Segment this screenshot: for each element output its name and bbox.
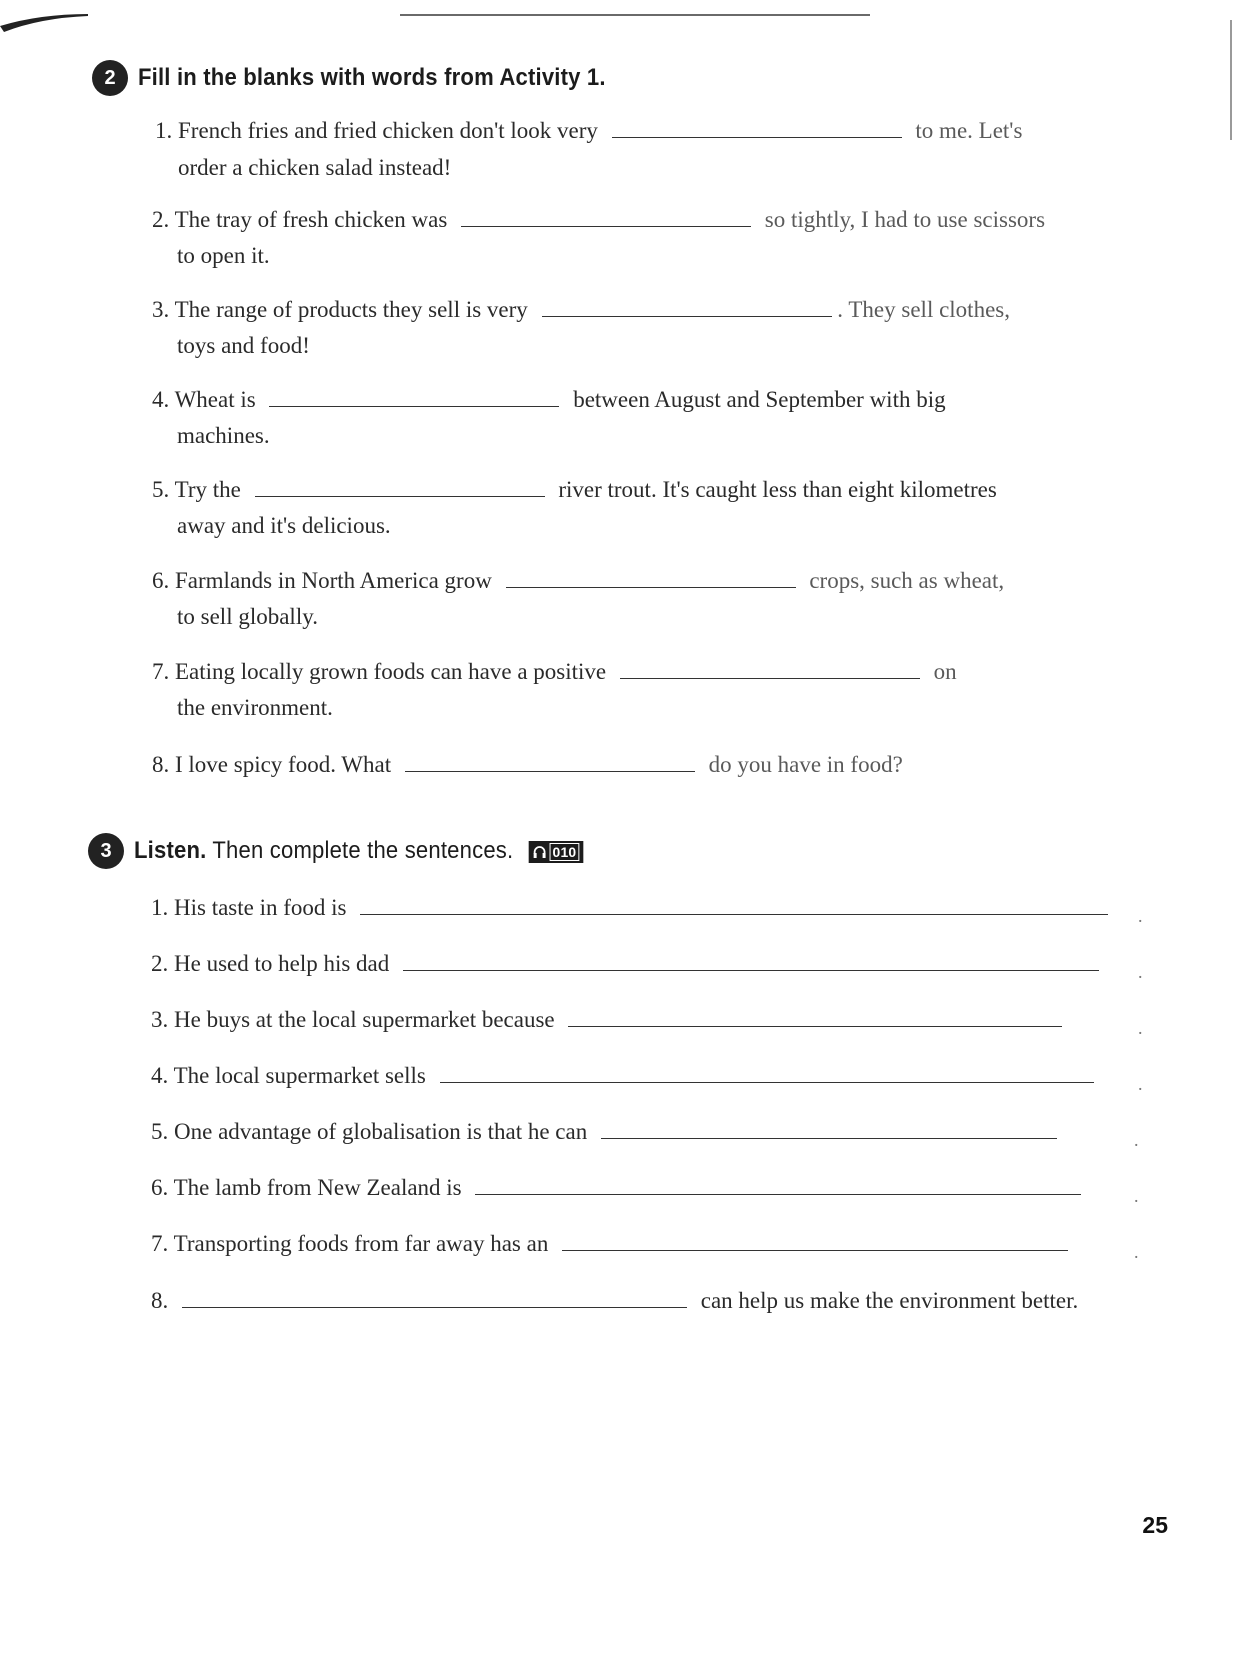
item-text-after: so tightly, I had to use scissors xyxy=(764,207,1046,232)
item-text: Try the xyxy=(174,477,241,502)
item-continuation: the environment. xyxy=(177,695,333,720)
item-text: The lamb from New Zealand is xyxy=(173,1175,462,1200)
item-text-after: river trout. It's caught less than eight kilometres xyxy=(558,477,997,502)
item-text: French fries and fried chicken don't look very xyxy=(178,118,598,143)
item-continuation: toys and food! xyxy=(177,333,310,358)
exercise-item xyxy=(155,113,1022,149)
item-text: One advantage of globalisation is that he can xyxy=(174,1119,588,1144)
answer-blank[interactable] xyxy=(506,565,796,588)
exercise-item xyxy=(151,1002,1070,1038)
item-text: Wheat is xyxy=(174,387,256,412)
section-number-badge: 3 xyxy=(88,833,124,869)
section-title xyxy=(134,837,579,865)
page-number: 25 xyxy=(1142,1512,1168,1538)
item-number: 4. xyxy=(151,1063,169,1088)
item-number: 8. xyxy=(152,752,170,777)
item-text: He used to help his dad xyxy=(174,951,390,976)
item-text: The range of products they sell is very xyxy=(174,297,528,322)
sentence-period: . xyxy=(1134,1130,1139,1150)
item-text: The tray of fresh chicken was xyxy=(174,207,448,232)
sentence-period: . xyxy=(1138,962,1143,982)
item-text: Transporting foods from far away has an xyxy=(173,1231,549,1256)
exercise-item xyxy=(152,747,903,783)
item-continuation: machines. xyxy=(177,423,270,448)
item-continuation: to sell globally. xyxy=(177,604,318,629)
answer-blank[interactable] xyxy=(440,1060,1094,1083)
answer-blank[interactable] xyxy=(461,204,751,227)
exercise-item xyxy=(151,1058,1102,1094)
answer-blank[interactable] xyxy=(182,1285,687,1308)
answer-blank[interactable] xyxy=(562,1228,1068,1251)
sentence-period: . xyxy=(1138,1018,1143,1038)
exercise-item xyxy=(152,563,1004,599)
item-text-after: do you have in food? xyxy=(708,752,903,777)
item-number: 7. xyxy=(151,1231,169,1256)
item-text: Farmlands in North America grow xyxy=(175,568,492,593)
answer-blank[interactable] xyxy=(475,1172,1081,1195)
scan-top-line xyxy=(400,14,870,16)
answer-blank[interactable] xyxy=(542,294,832,317)
section-number-badge: 2 xyxy=(92,60,128,96)
exercise-item xyxy=(151,1283,1078,1319)
exercise-item xyxy=(152,654,957,690)
audio-track-code: 010 xyxy=(550,843,580,861)
section-title-bold: Listen. xyxy=(134,837,207,864)
item-number: 4. xyxy=(152,387,170,412)
section-title: Fill in the blanks with words from Activity 1. xyxy=(138,64,606,91)
item-text-after: crops, such as wheat, xyxy=(809,568,1005,593)
exercise-item xyxy=(152,382,946,418)
answer-blank[interactable] xyxy=(601,1116,1057,1139)
answer-blank[interactable] xyxy=(612,115,902,138)
item-number: 1. xyxy=(155,118,173,143)
section-3-heading xyxy=(88,833,618,869)
item-text-after: on xyxy=(933,659,957,684)
exercise-item xyxy=(151,1114,1065,1150)
item-text: His taste in food is xyxy=(174,895,347,920)
item-text-after: can help us make the environment better. xyxy=(700,1288,1079,1313)
item-number: 2. xyxy=(152,207,170,232)
scan-corner-mark xyxy=(0,12,90,32)
item-number: 5. xyxy=(151,1119,169,1144)
answer-blank[interactable] xyxy=(620,656,920,679)
section-title-rest: Then complete the sentences. xyxy=(212,837,514,864)
item-text: The local supermarket sells xyxy=(173,1063,426,1088)
section-2-heading xyxy=(92,60,646,96)
answer-blank[interactable] xyxy=(405,749,695,772)
exercise-item xyxy=(151,1226,1076,1262)
answer-blank[interactable] xyxy=(255,474,545,497)
sentence-period: . xyxy=(1138,1074,1143,1094)
item-continuation: to open it. xyxy=(177,243,270,268)
scan-right-edge xyxy=(1230,20,1232,140)
item-number: 7. xyxy=(152,659,170,684)
headphones-icon xyxy=(533,845,547,859)
item-number: 3. xyxy=(152,297,170,322)
answer-blank[interactable] xyxy=(269,384,559,407)
answer-blank[interactable] xyxy=(403,948,1099,971)
item-continuation: order a chicken salad instead! xyxy=(178,155,452,180)
answer-blank[interactable] xyxy=(360,892,1108,915)
item-text: Eating locally grown foods can have a positive xyxy=(175,659,607,684)
item-number: 6. xyxy=(151,1175,169,1200)
item-number: 3. xyxy=(151,1007,169,1032)
exercise-item xyxy=(152,202,1045,238)
exercise-item xyxy=(151,890,1116,926)
answer-blank[interactable] xyxy=(568,1004,1062,1027)
sentence-period: . xyxy=(1134,1242,1139,1262)
exercise-item xyxy=(151,1170,1089,1206)
item-number: 5. xyxy=(152,477,170,502)
item-number: 2. xyxy=(151,951,169,976)
item-text-after: to me. Let's xyxy=(915,118,1023,143)
exercise-item xyxy=(152,472,997,508)
item-text: I love spicy food. What xyxy=(175,752,392,777)
audio-track-badge[interactable] xyxy=(529,841,584,863)
item-number: 6. xyxy=(152,568,170,593)
item-continuation: away and it's delicious. xyxy=(177,513,391,538)
item-text-after: . They sell clothes, xyxy=(837,297,1010,322)
item-number: 8. xyxy=(151,1288,169,1313)
item-text-after: between August and September with big xyxy=(573,387,946,412)
sentence-period: . xyxy=(1138,906,1143,926)
item-text: He buys at the local supermarket because xyxy=(174,1007,555,1032)
exercise-item xyxy=(151,946,1107,982)
item-number: 1. xyxy=(151,895,169,920)
exercise-item xyxy=(152,292,1010,328)
sentence-period: . xyxy=(1134,1186,1139,1206)
